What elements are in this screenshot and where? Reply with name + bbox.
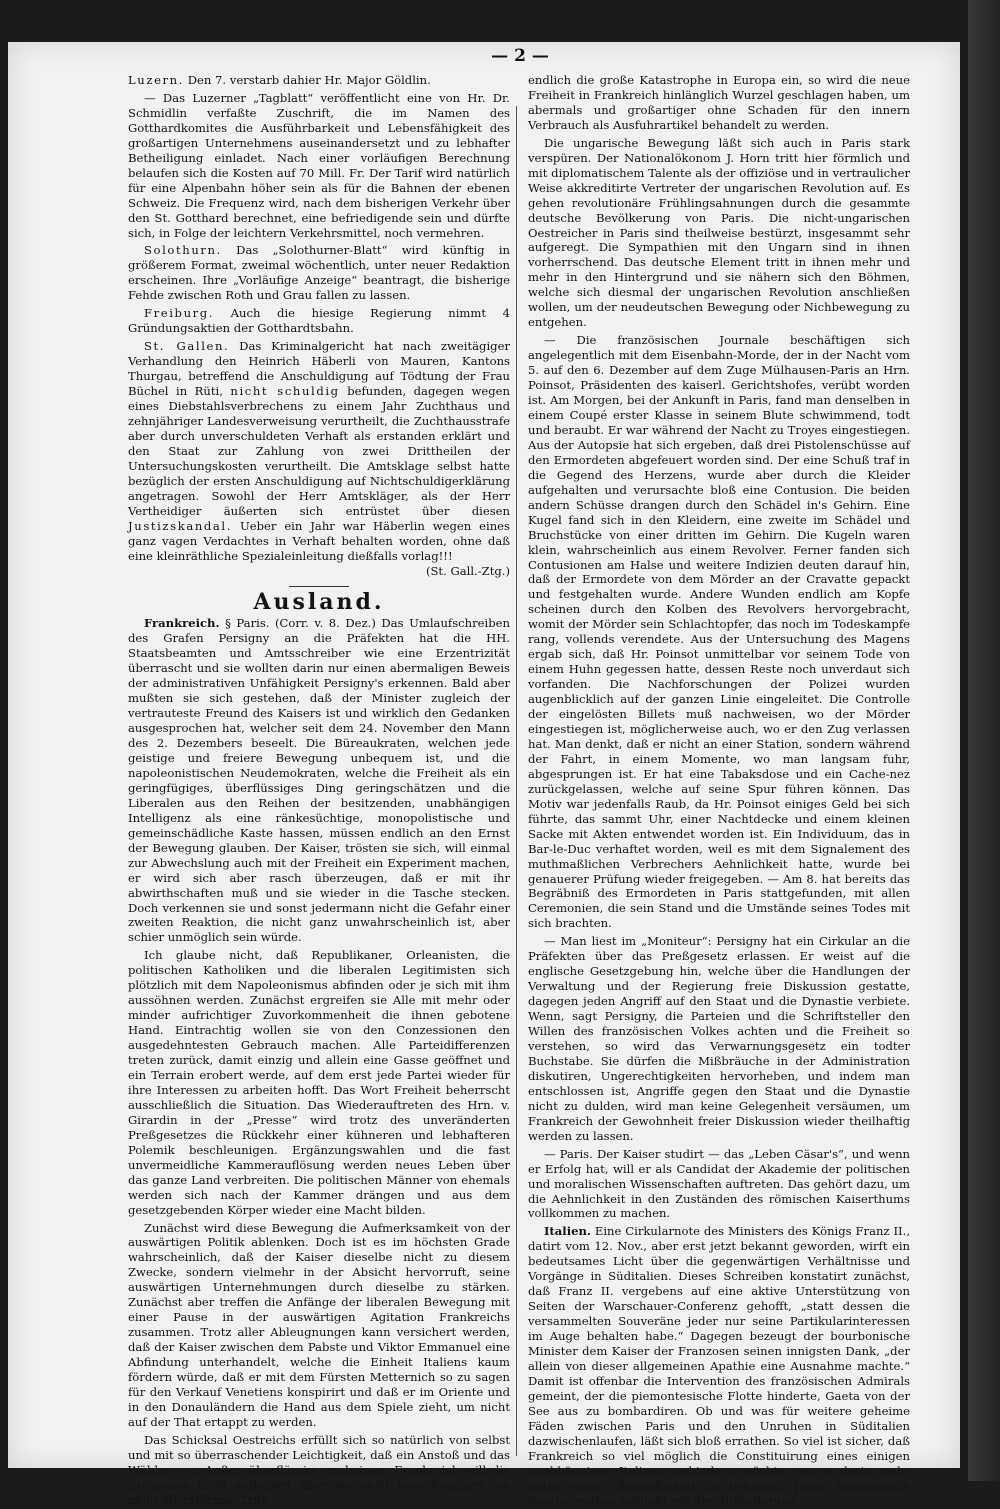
article-moniteur: — Man liest im „Moniteur“: Persigny hat ein Cirkular an die Präfekten über das Preßgesetz erlassen. Er weist auf die englische Gesetzgebung hin, welche über die Handlungen der Verwaltung und der Regierung freie Diskussion gestatte, dagegen jeden Angriff auf den Staat und die Dynastie verbiete. Wenn, sagt Persigny, die Parteien und die Schriftsteller den Willen des französischen Volkes achten und die Freiheit so verstehen, so wird das Verwarnungsgesetz ein todter Buchstabe. Sie dürfen die Mißbräuche in der Administration diskutiren, Ungerechtigkeiten hervorheben, und indem man entschlossen ist, Angriffe gegen den Staat und die Dynastie nicht zu dulden, wird man keine Gelegenheit versäumen, um Frankreich der Gewohnheit freier Diskussion wieder theilhaftig werden zu lassen.: [528, 934, 910, 1143]
paragraph: Zunächst wird diese Bewegung die Aufmerksamkeit von der auswärtigen Politik ablenken. Doch ist es im höchsten Grade wahrscheinlich, daß der Kaiser dieselbe nicht zu diesem Zwecke, sondern vielmehr in der Absicht hervorruft, seine auswärtigen Unternehmungen durch dieselbe zu stärken. Zunächst aber treffen die Anfänge der liberalen Bewegung mit einer Pause in der auswärtigen Agitation Frankreichs zusammen. Trotz aller Ableugnungen kann versichert werden, daß der Kaiser zwischen dem Pabste und Viktor Emmanuel eine Abfindung unterhandelt, welche die Einheit Italiens kaum fördern würde, daß er mit dem Fürsten Metternich so zu sagen für den Verkauf Venetiens konspirirt und daß er im Oriente und in den Donauländern die Hand aus dem Spiele zieht, um nicht auf der That ertappt zu werden.: [128, 1220, 510, 1429]
dateline: Luzern.: [128, 73, 185, 87]
dateline: Freiburg.: [144, 306, 215, 321]
article-italien: [528, 1224, 910, 1508]
article-frankreich: [128, 616, 510, 945]
paragraph: Ich glaube nicht, daß Republikaner, Orleanisten, die politischen Katholiken und die liberalen Legitimisten sich plötzlich mit dem Napoleonismus abfinden oder je sich mit ihm aussöhnen werden. Zunächst ergreifen sie Alle mit mehr oder minder aufrichtiger Zuvorkommenheit die ihnen gebotene Hand. Eintrachtig wollen sie von den Conzessionen den ausgedehntesten Gebrauch machen. Alle Parteidifferenzen treten zurück, damit einzig und allein eine Gasse geöffnet und ein Terrain erobert werde, auf dem erst jede Partei wieder für ihre Interessen zu arbeiten hofft. Das Wort Freiheit beherrscht ausschließlich die Situation. Das Wiederauftreten des Hrn. v. Girardin in der „Presse“ wird trotz des unveränderten Preßgesetzes die Rückkehr einer kühneren und lebhafteren Polemik beschleunigen. Ergänzungswahlen und die fast unvermeidliche Kammerauflösung werden neues Leben über das ganze Land verbreiten. Die politischen Männer von ehemals werden sich nach der Kammer drängen und aus dem gesetzgebenden Körper wieder eine Macht bilden.: [128, 948, 510, 1217]
paragraph: Die ungarische Bewegung läßt sich auch in Paris stark verspüren. Der Nationalökonom J. Horn tritt hier förmlich und mit diplomatischem Talente als der offiziöse und in vertraulicher Weise akkreditirte Vertreter der ungarischen Revolution auf. Es gehen revolutionäre Frühlingsahnungen durch die gesammte deutsche Bevölkerung von Paris. Die nicht-ungarischen Oestreicher in Paris sind theilweise bestürzt, insgesammt sehr aufgeregt. Die Sympathien mit den Ungarn sind in ihnen vorherrschend. Das deutsche Element tritt in ihnen mehr und mehr in den Hintergrund und sie nähern sich den Böhmen, welche sich diesmal der ungarischen Revolution anschließen wollen, um der neudeutschen Bewegung oder Nichbewegung zu entgehen.: [528, 135, 910, 330]
paragraph-text: § Paris. (Corr. v. 8. Dez.) Das Umlaufschreiben des Grafen Persigny an die Präfekten hat die HH. Staatsbeamten und Amtsschreiber wie eine Erzentrizität überrascht und sie wollten darin nur einen abermaligen Beweis der administrativen Unfähigkeit Persigny's erkennen. Bald aber mußten sie sich gestehen, daß der Minister zugleich der vertrauteste Freund des Kaisers ist und wirklich den Gedanken ausgesprochen hat, welcher seit dem 24. November den Mann des 2. Dezembers beseelt. Die Büreaukraten, welchen jede geistige und freiere Bewegung unbequem ist, und die napoleonistischen Neudemokraten, welche die Freiheit als ein geringfügiges, überflüssiges Ding geringschätzen und die Liberalen aus den Reihen der besitzenden, unabhängigen Intelligenz als eine ränkesüchtige, monopolistische und gemeinschädliche Kaste hassen, müssen endlich an den Ernst der Bewegung glauben. Der Kaiser, trösten sie sich, will einmal zur Abwechslung auch mit der Freiheit ein Experiment machen, er wird sich aber rasch überzeugen, daß er mit ihr abwirthschaften muß und sie wieder in die Tasche stecken. Doch verkennen sie und sonst jedermann nicht die Gefahr einer zweiten Reaktion, die nicht ganz unwahrscheinlich ist, aber schier unmöglich sein würde.: [128, 616, 510, 945]
paragraph-text: Den 7. verstarb dahier Hr. Major Göldlin.: [187, 73, 431, 87]
section-divider: [289, 586, 349, 587]
binding-edge: [968, 0, 1000, 1481]
country-heading: Frankreich.: [144, 616, 220, 631]
paragraph: — Das Luzerner „Tagblatt“ veröffentlicht eine von Hr. Dr. Schmidlin verfaßte Zuschrift, die im Namen des Gotthardkomites die Ausführbarkeit und Lebensfähigkeit des großartigen Unternehmens auseinandersetzt und zu lebhafter Betheiligung einladet. Nach einer vorläufigen Berechnung belaufen sich die Kosten auf 70 Mill. Fr. Der Tarif wird natürlich für eine Alpenbahn höher sein als für die Bahnen der ebenen Schweiz. Die Frequenz wird, nach dem bisherigen Verkehr über den St. Gotthard berechnet, eine befriedigende sein und dürfte sich, in Folge der leichtern Verkehrsmittel, noch vermehren.: [128, 90, 510, 240]
column-rule: [516, 106, 517, 1456]
country-heading: Italien.: [544, 1224, 591, 1239]
paragraph-text: Ueber ein Jahr war Häberlin wegen eines ganz vagen Verdachtes in Verhaft behalten worden, ohne daß eine kleinräthliche Spezialeinleitung dießfalls vorlag!!!: [128, 518, 510, 563]
dateline: St. Gallen.: [144, 339, 230, 354]
paragraph-text: Das „Solothurner-Blatt“ wird künftig in größerem Format, zweimal wöchentlich, unter neuer Redaktion erscheinen. Ihre „Vorläufige Anzeige“ beantragt, die bisherige Fehde zwischen Roth und Grau fallen zu lassen.: [128, 243, 511, 303]
article-luzern: [128, 73, 510, 88]
left-column: [128, 73, 511, 1507]
emphasis-text: nicht schuldig: [230, 384, 340, 399]
dateline: Solothurn.: [144, 243, 222, 258]
paragraph-text: befunden, dagegen wegen eines Diebstahlsverbrechens zu einem Jahr Zuchthaus und zehnjähriger Landesverweisung verurtheilt, die Zuchthausstrafe aber durch unverschuldeten Verhaft als erstanden erklärt und den Staat zur Zahlung von zwei Drittheilen der Untersuchungskosten verurtheilt. Die Amtsklage selbst hatte bezüglich der ersten Anschuldigung auf Nichtschuldigerklärung angetragen. Sowohl der Herr Amtskläger, als der Herr Vertheidiger äußerten sich entrüstet über diesen: [128, 384, 510, 518]
paragraph: Das Schicksal Oestreichs erfüllt sich so natürlich von selbst und mit so überraschender Leichtigkeit, daß ein Anstoß und das Wühlen von Außen überflüssig erscheinen. Frankreich will die Ereignisse nicht aufhalten, aber sie nicht beschleunigen, sie nicht überstürzen. Tritt: [128, 1432, 510, 1507]
paragraph-text: Das Kriminalgericht hat nach zweitägiger Verhandlung den Heinrich Häberli von Mauren, Kantons Thurgau, betreffend die Anschuldigung auf Tödtung der Frau Büchel in Rüti,: [128, 339, 510, 399]
article-eisenbahn-mord: — Die französischen Journale beschäftigen sich angelegentlich mit dem Eisenbahn-Morde, der in der Nacht vom 5. auf den 6. Dezember auf dem Zuge Mülhausen-Paris an Hrn. Poinsot, Präsidenten des kaiserl. Gerichtshofes, verübt worden ist. Am Morgen, bei der Ankunft in Paris, fand man denselben in einem Coupé erster Klasse in seinem Blute schwimmend, todt und beraubt. Er war während der Nacht zu Troyes eingestiegen. Aus der Autopsie hat sich ergeben, daß drei Pistolenschüsse auf den Ermordeten abgefeuert worden sind. Der eine Schuß traf in die Gegend des Herzens, wurde aber durch die Kleider aufgehalten und verursachte bloß eine Contusion. Die beiden andern Schüsse drangen durch den Schädel in's Gehirn. Eine Kugel fand sich in den Kleidern, eine zweite im Schädel und Bruchstücke von einer dritten im Gehirn. Die Kugeln waren klein, wahrscheinlich aus einem Revolver. Ferner fanden sich Contusionen am Halse und weitere Indizien deuten darauf hin, daß der Ermordete von dem Mörder an der Cravatte gepackt und festgehalten wurde. Andere Wunden endlich am Kopfe scheinen durch den Kolben des Revolvers hervorgebracht, womit der Mörder sein Schlachtopfer, das noch im Todeskampfe rang, vollends verendete. Aus der Untersuchung des Magens ergab sich, daß Hr. Poinsot unmittelbar vor seinem Tode von einem Huhn gegessen hatte, dessen Reste noch unverdaut sich vorfanden. Die Nachforschungen der Polizei wurden augenblicklich auf der ganzen Linie eingeleitet. Die Controlle der eingelösten Billets muß nachweisen, wo der Mörder eingestiegen ist, möglicherweise auch, wo er den Zug verlassen hat. Man denkt, daß er nicht an einer Station, sondern während der Fahrt, in einem Momente, wo man langsam fuhr, abgesprungen ist. Er hat eine Tabaksdose und ein Cache-nez zurückgelassen, welche auf seine Spur führen können. Das Motiv war jedenfalls Raub, da Hr. Poinsot einiges Geld bei sich führte, das sammt Uhr, einer Nachtdecke und einem kleinen Sacke mit Akten entwendet worden ist. Ein Individuum, das in Bar-le-Duc verhaftet worden, weil es mit dem Signalement des muthmaßlichen Verbrechers Aehnlichkeit hatte, wurde bei genauerer Prüfung wieder freigegeben. — Am 8. hat bereits das Begräbniß des Ermordeten in Paris stattgefunden, mit allen Ceremonien, die sein Stand und die Umstände seines Todes mit sich brachten.: [528, 333, 910, 931]
right-column: [528, 73, 911, 1508]
emphasis-text: Justizskandal.: [128, 518, 233, 533]
section-heading: Ausland.: [253, 589, 385, 616]
article-paris: — Paris. Der Kaiser studirt — das „Leben Cäsar's“, und wenn er Erfolg hat, will er als Candidat der Akademie der politischen und moralischen Wissenschaften auftreten. Das gehört dazu, um die Aehnlichkeit in den Zuständen des römischen Kaiserthums vollkommen zu machen.: [528, 1146, 910, 1221]
article-solothurn: [128, 243, 510, 303]
article-freiburg: [128, 306, 510, 336]
paragraph-text: Auch die hiesige Regierung nimmt 4 Gründungsaktien der Gotthardtsbahn.: [128, 306, 510, 336]
source-credit: (St. Gall.-Ztg.): [425, 563, 510, 578]
paragraph: endlich die große Katastrophe in Europa ein, so wird die neue Freiheit in Frankreich hinlänglich Wurzel geschlagen haben, um abermals und großartiger ohne Schaden für den innern Verbrauch als Ausfuhrartikel behandelt zu werden.: [528, 73, 910, 132]
paragraph-text: Eine Cirkularnote des Ministers des Königs Franz II., datirt vom 12. Nov., aber erst jetzt bekannt geworden, wirft ein bedeutsames Licht über die gegenwärtigen Verhältnisse und Vorgänge in Süditalien. Dieses Schreiben konstatirt zunächst, daß Franz II. vergebens auf eine aktive Unterstützung von Seiten der Warschauer-Conferenz gehofft, „statt dessen die versammelten Souveräne jeder nur seine Partikularinteressen im Auge behalten habe.“ Dagegen bezeugt der bourbonische Minister dem Kaiser der Franzosen seinen innigsten Dank, „der allein von dieser allgemeinen Apathie eine Ausnahme machte.“ Damit ist offenbar die Intervention des französischen Admirals gemeint, der die piemontesische Flotte hinderte, Gaeta von der See aus zu bombardiren. Ob und was für weitere geheime Fäden zwischen Paris und den Unruhen in Süditalien dazwischenlaufen, läßt sich bloß errathen. So viel ist sicher, daß Frankreich so viel möglich die Constituirung eines einigen unabhängigen Italiens verhindern möchte, um es desto mehr unter seiner Botmäßigkeit zu behalten. Jenes ministerielle Rundschreiben schließt mit der Aufforderung: [528, 1224, 911, 1508]
article-st-gallen: [128, 339, 510, 578]
page-number: — 2 —: [491, 46, 549, 66]
